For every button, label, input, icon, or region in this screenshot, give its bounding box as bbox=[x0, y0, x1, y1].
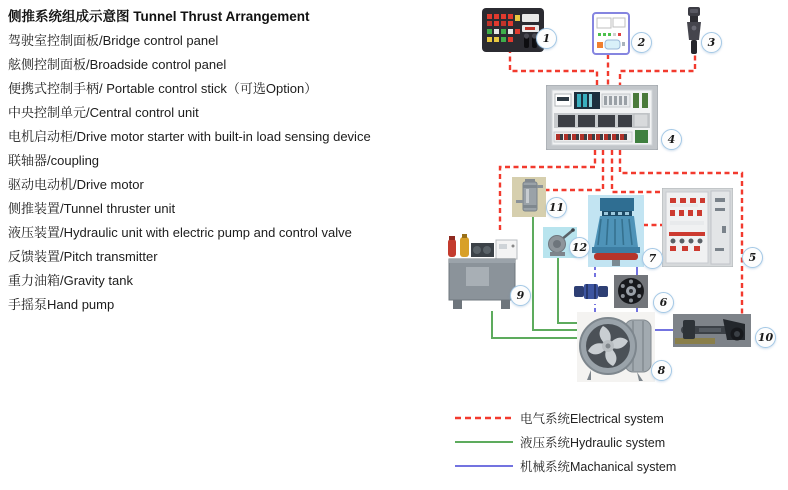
device-drive-motor-starter bbox=[662, 188, 733, 267]
badge-number: 10 bbox=[757, 331, 774, 344]
badge-number: 5 bbox=[748, 251, 757, 264]
hydraulic-line-sample bbox=[455, 439, 513, 445]
badge-device-2 bbox=[631, 32, 652, 53]
badge-number: 3 bbox=[707, 36, 716, 49]
coupling-blue-photo bbox=[572, 279, 610, 304]
device-bridge-control-panel bbox=[482, 8, 544, 52]
parts-list-item-drive-motor: 驱动电动机/Drive motor bbox=[8, 177, 144, 192]
legend-row-mechanical bbox=[455, 454, 676, 478]
electrical-line-bridge-to-ccu bbox=[510, 48, 597, 86]
parts-list-item-hand-pump: 手摇泵Hand pump bbox=[8, 297, 115, 312]
parts-list-item-central-control-unit: 中央控制单元/Central control unit bbox=[8, 105, 199, 120]
device-tunnel-thruster-unit bbox=[577, 312, 655, 382]
electrical-line-ccu-to-gravity-tank bbox=[546, 150, 603, 190]
parts-list-item-portable-control-stick: 便携式控制手柄/ Portable control stick（可选Option） bbox=[8, 81, 318, 96]
badge-number: 9 bbox=[516, 289, 525, 302]
badge-number: 12 bbox=[571, 241, 588, 254]
legend-row-electrical bbox=[455, 406, 676, 430]
badge-number: 11 bbox=[548, 201, 565, 214]
parts-list-item-tunnel-thruster-unit: 侧推装置/Tunnel thruster unit bbox=[8, 201, 176, 216]
badge-device-7 bbox=[642, 248, 663, 269]
badge-device-4 bbox=[661, 129, 682, 150]
device-gravity-tank bbox=[512, 177, 546, 217]
device-coupling-blue bbox=[572, 279, 610, 304]
badge-device-10 bbox=[755, 327, 776, 348]
badge-device-5 bbox=[742, 247, 763, 268]
parts-list-item-gravity-tank: 重力油箱/Gravity tank bbox=[8, 273, 133, 288]
legend-label-hydraulic: 液压系统Hydraulic system bbox=[520, 436, 666, 450]
tunnel-thruster-photo bbox=[577, 312, 655, 382]
badge-number: 7 bbox=[648, 252, 657, 265]
page-title: 侧推系统组成示意图 Tunnel Thrust Arrangement bbox=[8, 9, 310, 24]
electrical-line-sample bbox=[455, 415, 513, 421]
badge-number: 8 bbox=[657, 364, 666, 377]
parts-list-item-pitch-transmitter: 反馈装置/Pitch transmitter bbox=[8, 249, 158, 264]
badge-number: 4 bbox=[667, 133, 676, 146]
legend bbox=[455, 406, 676, 478]
device-broadside-control-panel bbox=[592, 12, 630, 55]
coupling-flange-photo bbox=[614, 275, 648, 308]
pitch-transmitter-photo bbox=[673, 314, 751, 347]
mechanical-line-sample bbox=[455, 463, 513, 469]
badge-number: 6 bbox=[659, 296, 668, 309]
device-drive-motor bbox=[588, 195, 644, 267]
parts-list-item-hydraulic-unit: 液压装置/Hydraulic unit with electric pump and control valve bbox=[8, 225, 352, 240]
central-control-unit-photo bbox=[546, 85, 658, 150]
badge-device-9 bbox=[510, 285, 531, 306]
drive-motor-photo bbox=[588, 195, 644, 267]
broadside-control-panel-photo bbox=[592, 12, 630, 55]
legend-row-hydraulic bbox=[455, 430, 676, 454]
gravity-tank-photo bbox=[512, 177, 546, 217]
parts-list-item-broadside-control-panel: 舷侧控制面板/Broadside control panel bbox=[8, 57, 227, 72]
drive-motor-starter-photo bbox=[662, 188, 733, 267]
device-central-control-unit bbox=[546, 85, 658, 150]
badge-device-6 bbox=[653, 292, 674, 313]
legend-label-electrical: 电气系统Electrical system bbox=[520, 412, 664, 426]
device-coupling-flange bbox=[614, 275, 648, 308]
legend-label-mechanical: 机械系统Machanical system bbox=[520, 460, 677, 474]
badge-device-1 bbox=[536, 28, 557, 49]
parts-list-item-coupling: 联轴器/coupling bbox=[8, 153, 100, 168]
badge-device-8 bbox=[651, 360, 672, 381]
badge-device-3 bbox=[701, 32, 722, 53]
bridge-control-panel-photo bbox=[482, 8, 544, 52]
parts-list-item-bridge-control-panel: 驾驶室控制面板/Bridge control panel bbox=[8, 33, 219, 48]
device-pitch-transmitter bbox=[673, 314, 751, 347]
badge-number: 2 bbox=[637, 36, 646, 49]
badge-number: 1 bbox=[542, 32, 551, 45]
parts-list-item-drive-motor-starter: 电机启动柜/Drive motor starter with built-in load sensing device bbox=[8, 129, 371, 144]
badge-device-11 bbox=[546, 197, 567, 218]
badge-device-12 bbox=[569, 237, 590, 258]
